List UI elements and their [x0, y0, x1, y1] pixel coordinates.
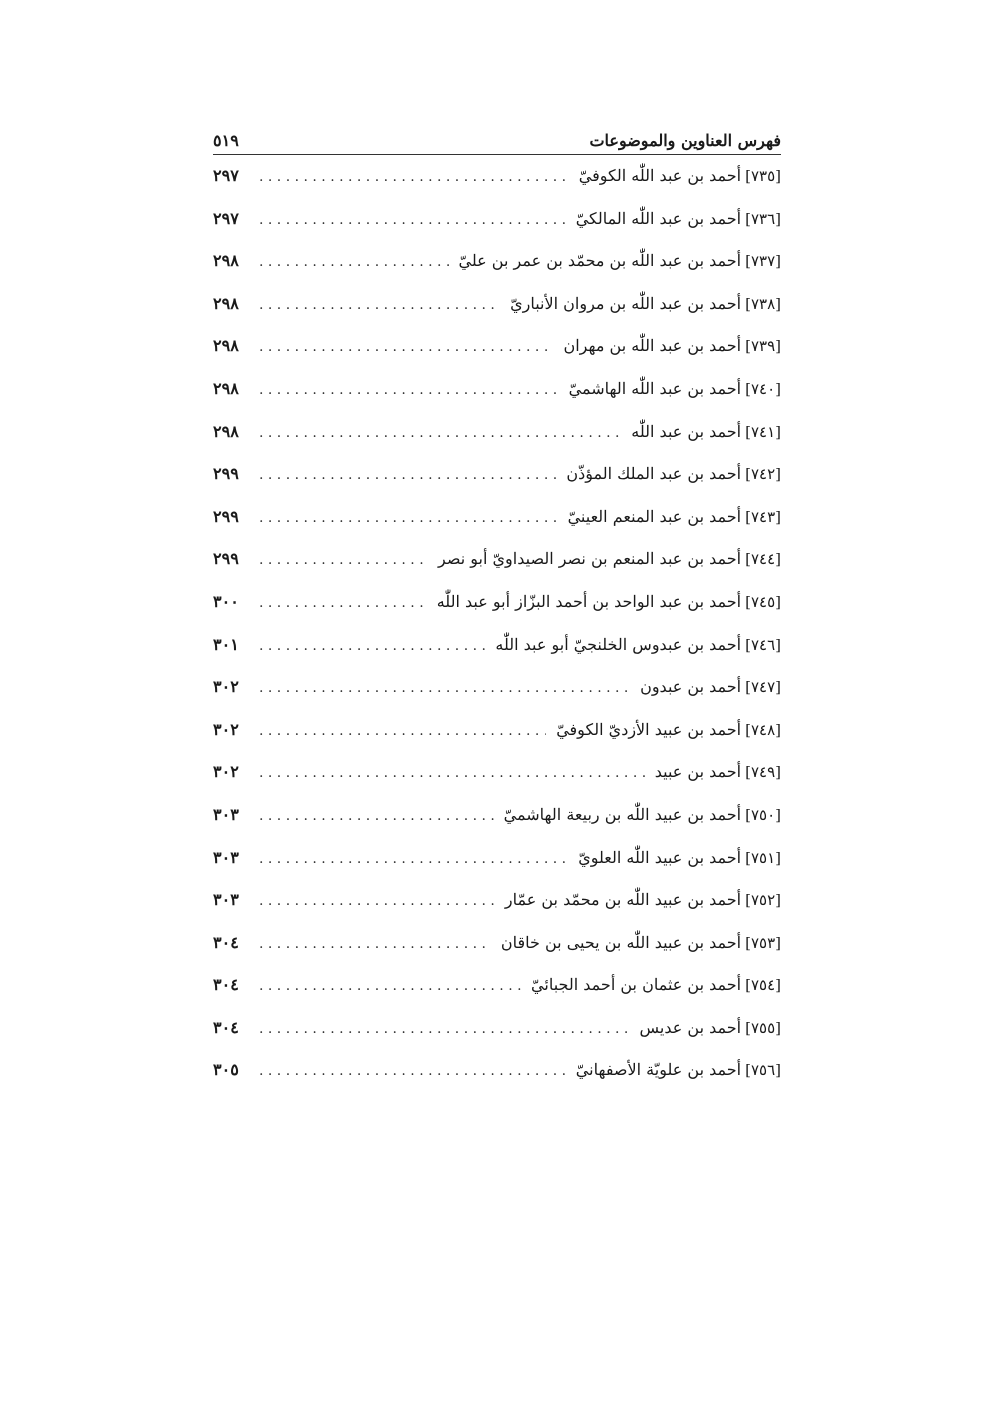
dot-leader [259, 382, 559, 398]
entry-title: أحمد بن عثمان بن أحمد الجبائيّ [531, 975, 742, 995]
index-entry [213, 166, 781, 209]
index-entry [213, 464, 781, 507]
entry-number: [٧٤٥] [745, 592, 781, 611]
entry-title: أحمد بن عبيد [654, 762, 742, 782]
dot-leader [259, 893, 495, 909]
entry-number: [٧٤٢] [745, 465, 781, 484]
index-entry [213, 805, 781, 848]
entry-title: أحمد بن عبيد الأزديّ الكوفيّ [556, 719, 742, 739]
index-entry [213, 1018, 781, 1061]
entry-page: ٣٠٣ [213, 804, 239, 824]
entry-page: ٢٩٧ [213, 208, 239, 228]
dot-leader [259, 467, 556, 483]
dot-leader [259, 638, 485, 654]
dot-leader [259, 723, 546, 739]
index-entry [213, 635, 781, 678]
index-entry [213, 336, 781, 379]
entry-page: ٣٠٥ [213, 1060, 239, 1080]
dot-leader [259, 1021, 630, 1037]
entry-title: أحمد بن عديس [639, 1017, 742, 1037]
dot-leader [259, 212, 566, 228]
dot-leader [259, 510, 558, 526]
entry-page: ٢٩٩ [213, 464, 239, 484]
entry-page: ٣٠٠ [213, 591, 239, 611]
entry-title: أحمد بن عبد المنعم العينيّ [567, 506, 742, 526]
entry-number: [٧٣٨] [745, 294, 781, 313]
running-header [213, 118, 781, 155]
index-entry [213, 507, 781, 550]
entry-title: أحمد بن عبد اللّٰه الكوفيّ [578, 166, 742, 185]
entry-title: أحمد بن عبيد اللّٰه بن يحيى بن خاقان [500, 932, 742, 952]
entry-title: أحمد بن عبد الملك المؤذّن [566, 464, 742, 484]
entry-number: [٧٥٠] [745, 805, 781, 824]
index-entry [213, 251, 781, 294]
entry-title: أحمد بن عبد اللّٰه بن مروان الأنباريّ [510, 293, 742, 313]
entry-number: [٧٥٤] [745, 976, 781, 995]
entry-page: ٢٩٨ [213, 251, 239, 271]
index-entry [213, 1060, 781, 1103]
entry-number: [٧٥١] [745, 848, 781, 867]
index-entry [213, 422, 781, 465]
index-entry [213, 294, 781, 337]
entry-title: أحمد بن عبدوس الخلنجيّ أبو عبد اللّٰه [495, 634, 742, 654]
index-entry [213, 209, 781, 252]
entry-title: أحمد بن عبيد اللّٰه بن ربيعة الهاشميّ [503, 804, 742, 824]
entry-number: [٧٤٠] [745, 379, 781, 398]
entry-page: ٢٩٨ [213, 378, 239, 398]
entry-page: ٢٩٧ [213, 166, 239, 185]
entry-title: أحمد بن عبد اللّٰه الهاشميّ [568, 378, 742, 398]
entry-title: أحمد بن عبد اللّٰه بن مهران [563, 336, 742, 356]
dot-leader [259, 680, 630, 696]
running-header-title: فهرس العناوين والموضوعات [589, 131, 781, 150]
entry-page: ٣٠٤ [213, 1017, 239, 1037]
entry-number: [٧٣٥] [745, 167, 781, 185]
index-entry [213, 848, 781, 891]
entry-title: أحمد بن عبد اللّٰه المالكيّ [575, 208, 742, 228]
entry-number: [٧٤١] [745, 422, 781, 441]
index-entry [213, 379, 781, 422]
entry-page: ٣٠٣ [213, 890, 239, 910]
entry-title: أحمد بن عبد المنعم بن نصر الصيداويّ أبو نصر [438, 549, 742, 569]
entry-page: ٢٩٨ [213, 293, 239, 313]
entry-number: [٧٣٩] [745, 337, 781, 356]
index-entry [213, 933, 781, 976]
toc-page [213, 118, 781, 1103]
entry-number: [٧٣٦] [745, 209, 781, 228]
dot-leader [259, 765, 645, 781]
dot-leader [259, 851, 568, 867]
entry-title: أحمد بن عبد اللّٰه بن محمّد بن عمر بن عليّ [458, 251, 742, 271]
index-entry [213, 890, 781, 933]
dot-leader [259, 297, 500, 313]
index-list [213, 166, 781, 1103]
entry-number: [٧٤٩] [745, 763, 781, 782]
index-entry [213, 720, 781, 763]
page-number: ٥١٩ [213, 131, 239, 150]
entry-number: [٧٤٤] [745, 550, 781, 569]
entry-number: [٧٤٦] [745, 635, 781, 654]
entry-page: ٢٩٨ [213, 421, 239, 441]
entry-number: [٧٤٧] [745, 678, 781, 697]
entry-number: [٧٥٦] [745, 1061, 781, 1080]
entry-title: أحمد بن عبيد اللّٰه العلويّ [578, 847, 742, 867]
entry-page: ٢٩٩ [213, 549, 239, 569]
dot-leader [259, 808, 494, 824]
index-entry [213, 975, 781, 1018]
index-entry [213, 592, 781, 635]
entry-page: ٣٠٣ [213, 847, 239, 867]
entry-page: ٢٩٨ [213, 336, 239, 356]
entry-page: ٢٩٩ [213, 506, 239, 526]
entry-number: [٧٤٣] [745, 507, 781, 526]
entry-page: ٣٠٢ [213, 677, 239, 697]
entry-page: ٣٠٤ [213, 932, 239, 952]
dot-leader [259, 552, 428, 568]
entry-page: ٣٠٤ [213, 975, 239, 995]
entry-page: ٣٠١ [213, 634, 239, 654]
entry-number: [٧٤٨] [745, 720, 781, 739]
entry-page: ٣٠٢ [213, 762, 239, 782]
index-entry [213, 762, 781, 805]
entry-number: [٧٣٧] [745, 252, 781, 271]
dot-leader [259, 595, 427, 611]
entry-title: أحمد بن عبدون [640, 677, 742, 697]
dot-leader [259, 254, 449, 270]
entry-number: [٧٥٥] [745, 1018, 781, 1037]
entry-title: أحمد بن عبيد اللّٰه بن محمّد بن عمّار [504, 890, 742, 910]
dot-leader [259, 978, 521, 994]
entry-page: ٣٠٢ [213, 719, 239, 739]
entry-number: [٧٥٢] [745, 891, 781, 910]
dot-leader [259, 169, 569, 185]
dot-leader [259, 1063, 566, 1079]
dot-leader [259, 425, 621, 441]
entry-title: أحمد بن عبد اللّٰه [631, 421, 742, 441]
dot-leader [259, 339, 553, 355]
index-entry [213, 549, 781, 592]
entry-title: أحمد بن علويّة الأصفهانيّ [575, 1060, 742, 1080]
dot-leader [259, 936, 491, 952]
entry-title: أحمد بن عبد الواحد بن أحمد البزّاز أبو عبد اللّٰه [436, 591, 742, 611]
entry-number: [٧٥٣] [745, 933, 781, 952]
index-entry [213, 677, 781, 720]
